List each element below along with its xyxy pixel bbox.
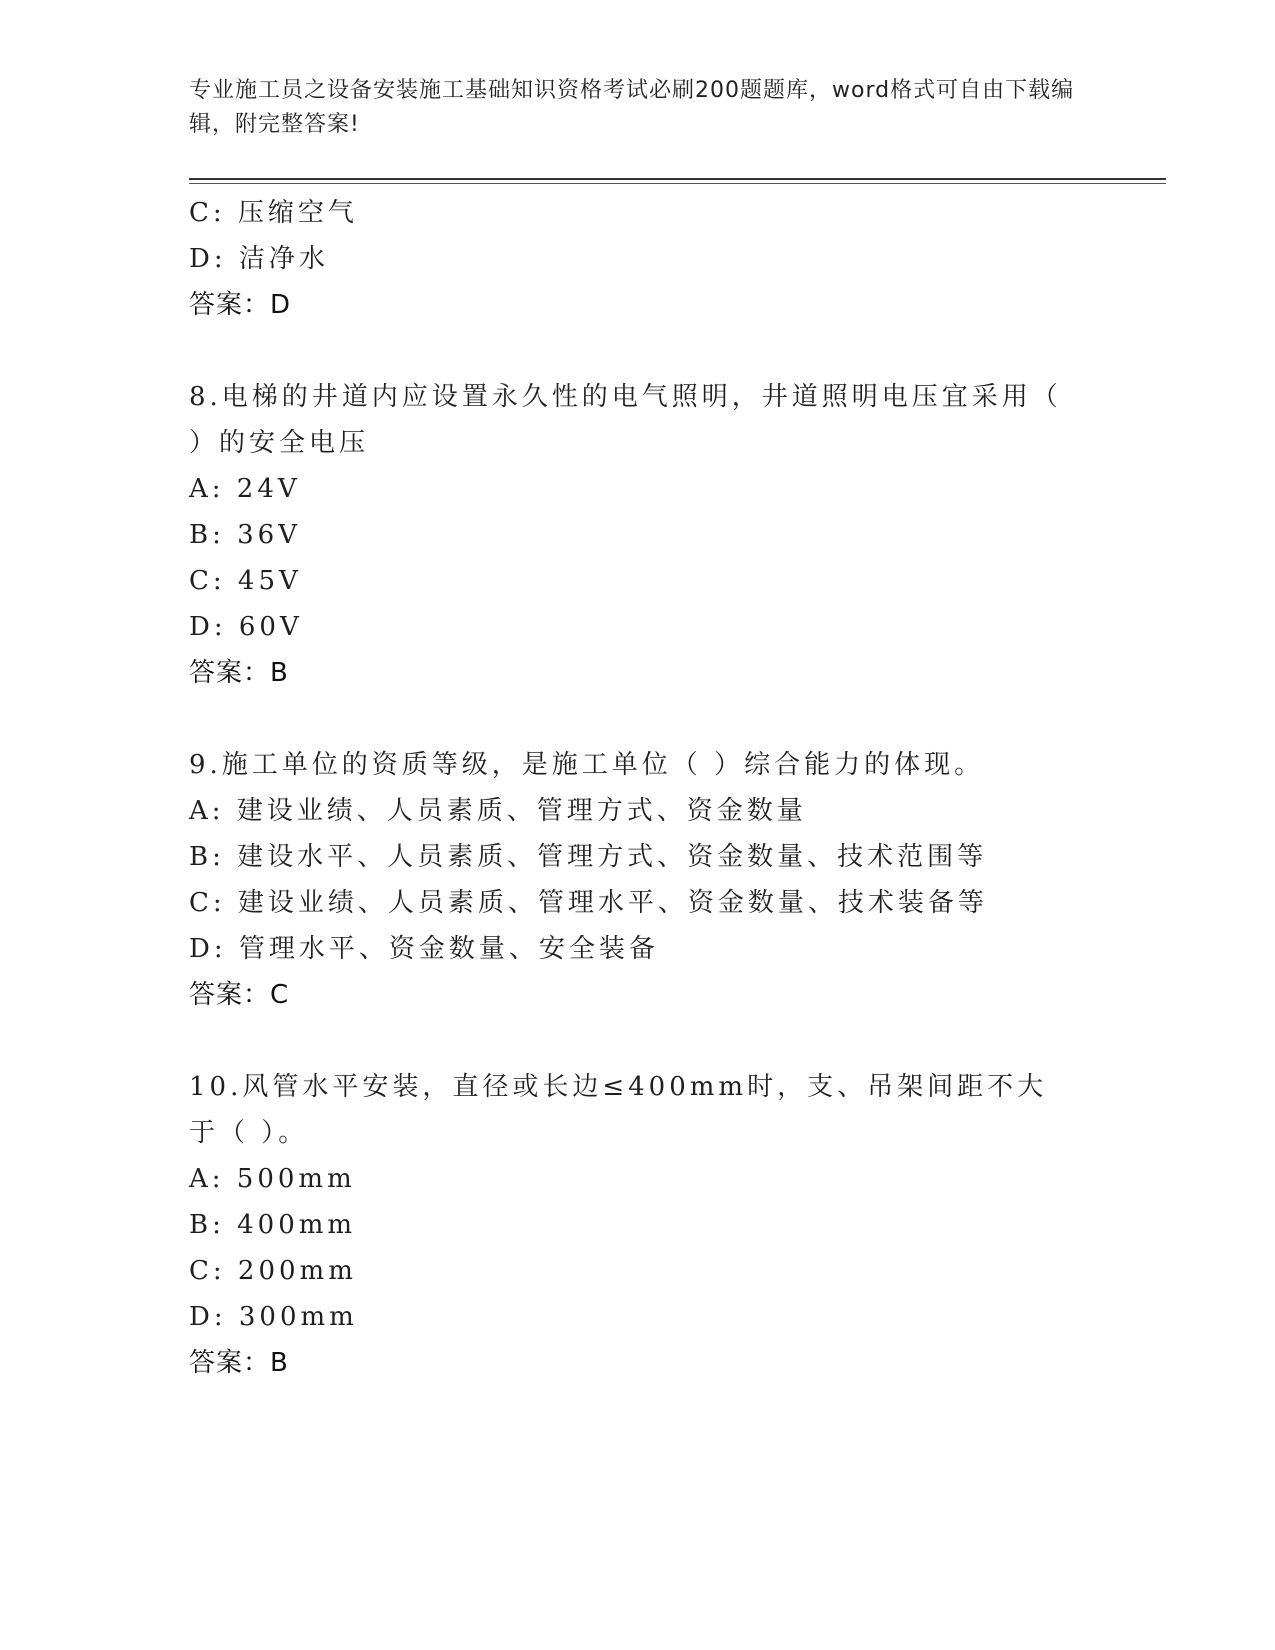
question-8 (189, 374, 1069, 696)
question-9 (189, 742, 1069, 1018)
header-divider (189, 178, 1166, 180)
option-b: B: 36V (189, 520, 301, 550)
document-header: 专业施工员之设备安装施工基础知识资格考试必刷200题题库，word格式可自由下载编辑，附完整答案! (189, 78, 1075, 137)
option-c: C: 200mm (189, 1256, 357, 1286)
option-c: C: 45V (189, 566, 302, 596)
option-d: D: 300mm (189, 1302, 358, 1332)
option-c: C: 建设业绩、人员素质、管理水平、资金数量、技术装备等 (189, 888, 988, 918)
answer-line: 答案：D (189, 290, 292, 320)
option-c: C: 压缩空气 (189, 198, 358, 228)
question-10 (189, 1064, 1069, 1386)
question-7-tail (189, 190, 1069, 328)
answer-line: 答案：B (189, 658, 289, 688)
option-d: D: 管理水平、资金数量、安全装备 (189, 934, 659, 964)
question-stem: 8.电梯的井道内应设置永久性的电气照明，井道照明电压宜采用（ ）的安全电压 (189, 382, 1062, 458)
option-d: D: 60V (189, 612, 303, 642)
question-stem: 9.施工单位的资质等级，是施工单位（ ）综合能力的体现。 (189, 750, 985, 780)
header-divider-thin (189, 183, 1166, 184)
question-stem: 10.风管水平安装，直径或长边≤400mm时，支、吊架间距不大于（ ）。 (189, 1072, 1048, 1148)
option-a: A: 建设业绩、人员素质、管理方式、资金数量 (189, 796, 807, 826)
document-body (189, 190, 1069, 1386)
answer-line: 答案：B (189, 1348, 289, 1378)
option-a: A: 500mm (189, 1164, 356, 1194)
option-a: A: 24V (189, 474, 301, 504)
answer-line: 答案：C (189, 980, 290, 1010)
option-b: B: 400mm (189, 1210, 357, 1240)
option-d: D: 洁净水 (189, 244, 329, 274)
option-b: B: 建设水平、人员素质、管理方式、资金数量、技术范围等 (189, 842, 988, 872)
